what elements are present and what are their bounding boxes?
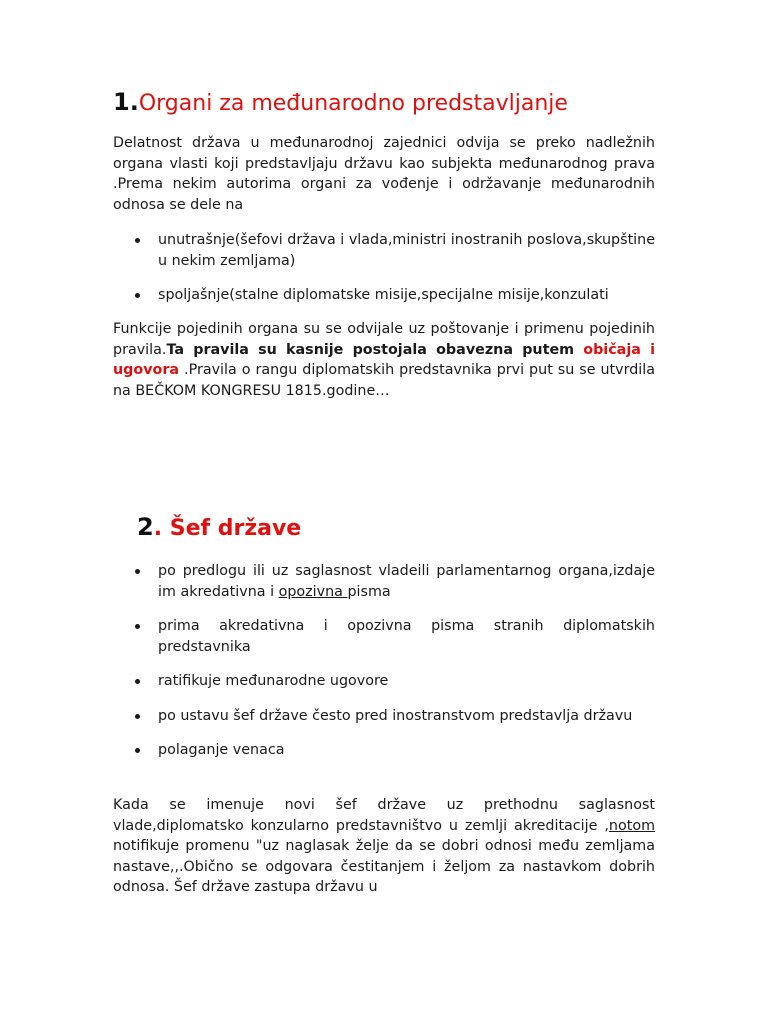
highlight-text: običaja i ugovora xyxy=(113,341,655,378)
section2-bullet-list xyxy=(113,561,655,761)
bullet-icon xyxy=(135,679,140,684)
section1-heading xyxy=(113,88,568,116)
bullet-icon xyxy=(135,293,140,298)
paragraph-text: notifikuje promenu "uz naglasak želje da se dobri odnosi među zemljama nastave,,.Obično se odgovara čestitanjem i željom za nastavkom dobrih odnosa. Šef države zastupa državu u xyxy=(113,838,655,895)
underlined-text: notom xyxy=(608,817,655,834)
underlined-text: opozivna xyxy=(278,583,348,600)
bullet-icon xyxy=(135,748,140,753)
list-item-text: pisma xyxy=(347,583,391,600)
bullet-icon xyxy=(135,624,140,629)
list-item xyxy=(113,706,655,727)
section2-paragraph xyxy=(113,795,655,898)
list-item-text: po ustavu šef države često pred inostranstvom predstavlja državu xyxy=(158,707,633,724)
section1-title: Organi za međunarodno predstavljanje xyxy=(138,91,568,116)
list-item-text: prima akredativna i opozivna pisma stranih diplomatskih predstavnika xyxy=(158,618,655,655)
bold-text: Ta pravila su kasnije postojala obavezna putem xyxy=(166,341,584,358)
list-item xyxy=(113,230,655,271)
section1-intro: Delatnost država u međunarodnoj zajednici odvija se preko nadležnih organa vlasti koji predstavljaju državu kao subjekta međunarodnog prava .Prema nekim autorima organi za vođenje i održavanje međunarodnih odnosa se dele na xyxy=(113,135,655,213)
bullet-icon xyxy=(135,238,140,243)
paragraph-text: Kada se imenuje novi šef države uz prethodnu saglasnost vlade,diplomatsko konzularno predstavništvo u zemlji akreditacije , xyxy=(113,797,655,834)
list-item-text: po predlogu ili uz saglasnost vladeili parlamentarnog organa,izdaje im akredativna i xyxy=(158,563,655,600)
section2-heading xyxy=(137,513,301,541)
list-item-text: polaganje venaca xyxy=(158,742,285,758)
list-item-text: spoljašnje(stalne diplomatske misije,specijalne misije,konzulati xyxy=(158,287,609,303)
list-item-text: ratifikuje međunarodne ugovore xyxy=(158,673,389,689)
list-item xyxy=(113,616,655,657)
paragraph-text: Funkcije pojedinih organa su se odvijale uz poštovanje i primenu pojedinih pravila. xyxy=(113,321,655,358)
list-item xyxy=(113,671,655,692)
section1-bullet-list xyxy=(113,230,655,306)
section1-number: 1. xyxy=(113,88,139,116)
section2-title: . Šef države xyxy=(153,516,302,541)
list-item-text: unutrašnje(šefovi država i vlada,ministri inostranih poslova,skupštine u nekim zemljama) xyxy=(158,232,655,269)
paragraph-text: .Pravila o rangu diplomatskih predstavnika prvi put su se utvrdila na BEČKOM KONGRESU 1815.godine… xyxy=(113,362,655,399)
list-item xyxy=(113,285,655,306)
list-item xyxy=(113,561,655,602)
section1-paragraph xyxy=(113,319,655,401)
list-item xyxy=(113,740,655,761)
section2-number: 2 xyxy=(137,513,154,541)
bullet-icon xyxy=(135,714,140,719)
bullet-icon xyxy=(135,569,140,574)
